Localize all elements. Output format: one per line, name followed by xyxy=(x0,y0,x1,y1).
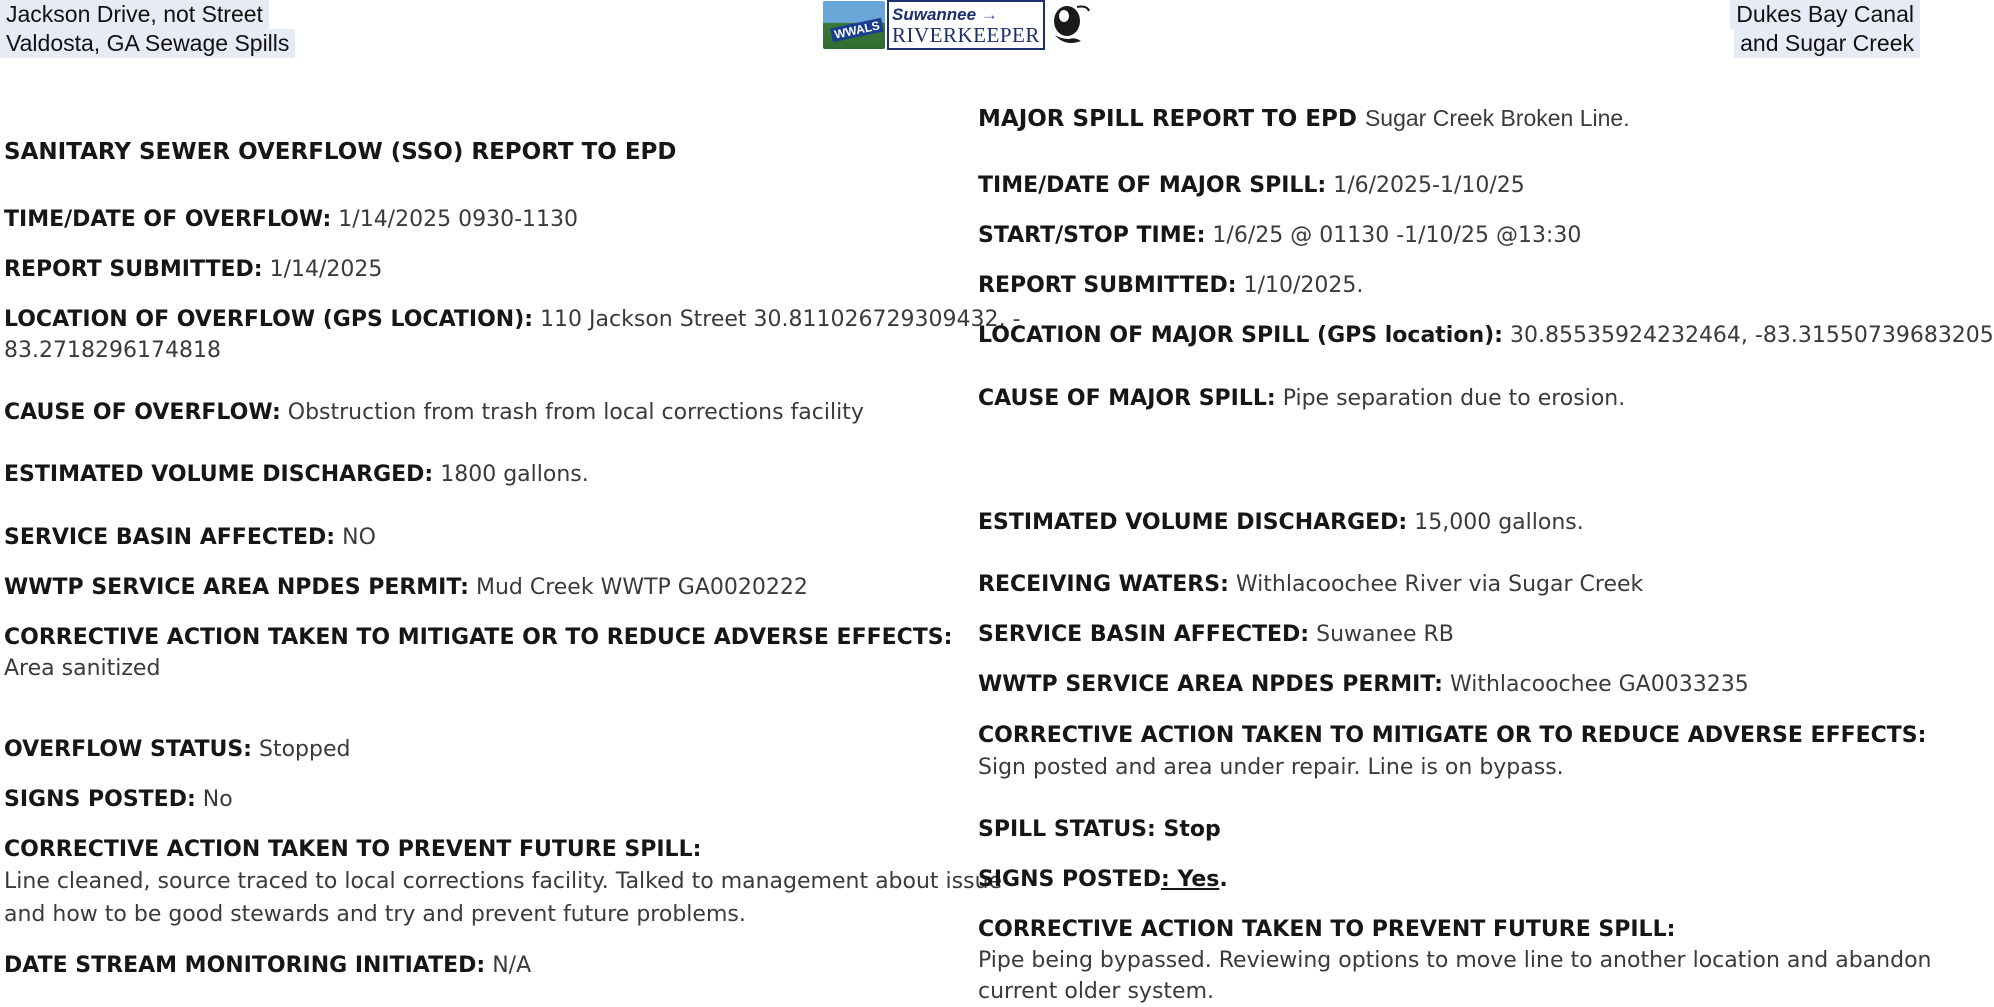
prevent-action-value-line1: Pipe being bypassed. Reviewing options to move line to another location and abandon xyxy=(978,948,1932,973)
field-label: RECEIVING WATERS: xyxy=(978,572,1229,597)
field-value: 1800 gallons. xyxy=(440,462,589,487)
overflow-status-row xyxy=(4,734,350,765)
logo-bar xyxy=(823,0,1093,50)
field-value: 110 Jackson Street 30.811026729309432, - xyxy=(540,307,1021,332)
field-label: LOCATION OF OVERFLOW (GPS LOCATION): xyxy=(4,307,534,332)
prevent-action-value-line2: current older system. xyxy=(978,979,1214,1004)
service-basin-row xyxy=(978,619,1454,650)
overflow-time-row xyxy=(4,204,578,235)
prevent-action-value-line2: and how to be good stewards and try and prevent future problems. xyxy=(4,902,746,927)
header-right-line1: Dukes Bay Canal xyxy=(1730,0,1920,29)
field-value: 1/6/2025-1/10/25 xyxy=(1333,173,1525,198)
field-label: WWTP SERVICE AREA NPDES PERMIT: xyxy=(4,575,469,600)
field-label: SIGNS POSTED xyxy=(978,867,1161,892)
report-submitted-row xyxy=(4,254,382,285)
field-value: 1/14/2025 0930-1130 xyxy=(338,207,578,232)
field-label: CAUSE OF OVERFLOW: xyxy=(4,400,281,425)
spill-cause-row xyxy=(978,383,1625,414)
waterkeeper-emblem-icon xyxy=(1047,1,1093,49)
field-value: 15,000 gallons. xyxy=(1414,510,1584,535)
header-right-caption xyxy=(1730,0,1920,58)
field-label: TIME/DATE OF MAJOR SPILL: xyxy=(978,173,1327,198)
field-value: Stopped xyxy=(258,737,351,762)
field-value: Pipe separation due to erosion. xyxy=(1282,386,1626,411)
field-label: CAUSE OF MAJOR SPILL: xyxy=(978,386,1276,411)
field-value: Suwanee RB xyxy=(1316,622,1454,647)
field-label: LOCATION OF MAJOR SPILL (GPS location): xyxy=(978,323,1503,348)
field-label: SIGNS POSTED: xyxy=(4,787,196,812)
mitigate-action-label: CORRECTIVE ACTION TAKEN TO MITIGATE OR TO REDUCE ADVERSE EFFECTS: xyxy=(978,723,1927,748)
signs-posted-row xyxy=(4,784,233,815)
prevent-action-label: CORRECTIVE ACTION TAKEN TO PREVENT FUTURE SPILL: xyxy=(4,837,702,862)
mitigate-action-value: Area sanitized xyxy=(4,656,161,681)
mitigate-action-value: Sign posted and area under repair. Line is on bypass. xyxy=(978,755,1564,780)
field-value: Obstruction from trash from local corrections facility xyxy=(287,400,864,425)
prevent-action-label: CORRECTIVE ACTION TAKEN TO PREVENT FUTURE SPILL: xyxy=(978,917,1676,942)
stream-monitoring-row xyxy=(4,950,531,981)
field-label: REPORT SUBMITTED: xyxy=(978,273,1237,298)
field-label: REPORT SUBMITTED: xyxy=(4,257,263,282)
volume-discharged-row xyxy=(4,459,589,490)
field-label: OVERFLOW STATUS: xyxy=(4,737,252,762)
field-value: Mud Creek WWTP GA0020222 xyxy=(475,575,808,600)
prevent-action-value-line1: Line cleaned, source traced to local corrections facility. Talked to management about issue xyxy=(4,869,1003,894)
fish-icon: → xyxy=(980,4,998,24)
suwannee-riverkeeper-logo xyxy=(887,0,1045,50)
service-basin-row xyxy=(4,522,376,553)
field-label: SERVICE BASIN AFFECTED: xyxy=(978,622,1310,647)
field-label: ESTIMATED VOLUME DISCHARGED: xyxy=(978,510,1408,535)
header-left-line2: Valdosta, GA Sewage Spills xyxy=(0,29,295,58)
spill-time-row xyxy=(978,170,1525,201)
field-value: NO xyxy=(342,525,376,550)
sso-report-title: SANITARY SEWER OVERFLOW (SSO) REPORT TO EPD xyxy=(4,139,677,165)
field-value: : Yes xyxy=(1160,867,1220,892)
field-label: TIME/DATE OF OVERFLOW: xyxy=(4,207,332,232)
wwals-logo-text: WWALS xyxy=(830,18,884,43)
field-punctuation: . xyxy=(1219,867,1228,892)
major-spill-title-row xyxy=(978,103,1630,135)
field-value: Withlacoochee River via Sugar Creek xyxy=(1235,572,1644,597)
field-label: DATE STREAM MONITORING INITIATED: xyxy=(4,953,486,978)
header-left-line1: Jackson Drive, not Street xyxy=(0,0,269,29)
field-value: 1/14/2025 xyxy=(269,257,383,282)
header-left-caption xyxy=(0,0,295,58)
overflow-cause-row xyxy=(4,397,864,428)
spill-location-row xyxy=(978,320,1994,351)
spill-status-row: SPILL STATUS: Stop xyxy=(978,817,1221,842)
npdes-permit-row xyxy=(978,669,1749,700)
volume-discharged-row xyxy=(978,507,1584,538)
wwals-logo xyxy=(823,1,885,49)
signs-posted-row xyxy=(978,864,1228,895)
field-value: N/A xyxy=(492,953,532,978)
overflow-location-row xyxy=(4,304,1020,335)
field-value: 30.85535924232464, -83.31550739683205 xyxy=(1509,323,1994,348)
field-label: START/STOP TIME: xyxy=(978,223,1206,248)
field-value: 1/6/25 @ 01130 -1/10/25 @13:30 xyxy=(1212,223,1582,248)
field-value: No xyxy=(202,787,233,812)
mitigate-action-label: CORRECTIVE ACTION TAKEN TO MITIGATE OR TO REDUCE ADVERSE EFFECTS: xyxy=(4,625,953,650)
field-label: SERVICE BASIN AFFECTED: xyxy=(4,525,336,550)
npdes-permit-row xyxy=(4,572,808,603)
report-submitted-row xyxy=(978,270,1363,301)
major-spill-title-note: Sugar Creek Broken Line. xyxy=(1364,105,1630,131)
logo-suwannee-text: Suwannee xyxy=(892,4,977,24)
field-label: WWTP SERVICE AREA NPDES PERMIT: xyxy=(978,672,1443,697)
field-value: Withlacoochee GA0033235 xyxy=(1449,672,1749,697)
major-spill-title: MAJOR SPILL REPORT TO EPD xyxy=(978,106,1357,132)
logo-riverkeeper-text: RIVERKEEPER xyxy=(892,22,1040,47)
overflow-location-continued: 83.2718296174818 xyxy=(4,338,221,363)
header-right-line2: and Sugar Creek xyxy=(1734,29,1920,58)
field-value: 1/10/2025. xyxy=(1243,273,1364,298)
field-label: ESTIMATED VOLUME DISCHARGED: xyxy=(4,462,434,487)
start-stop-row xyxy=(978,220,1581,251)
receiving-waters-row xyxy=(978,569,1643,600)
